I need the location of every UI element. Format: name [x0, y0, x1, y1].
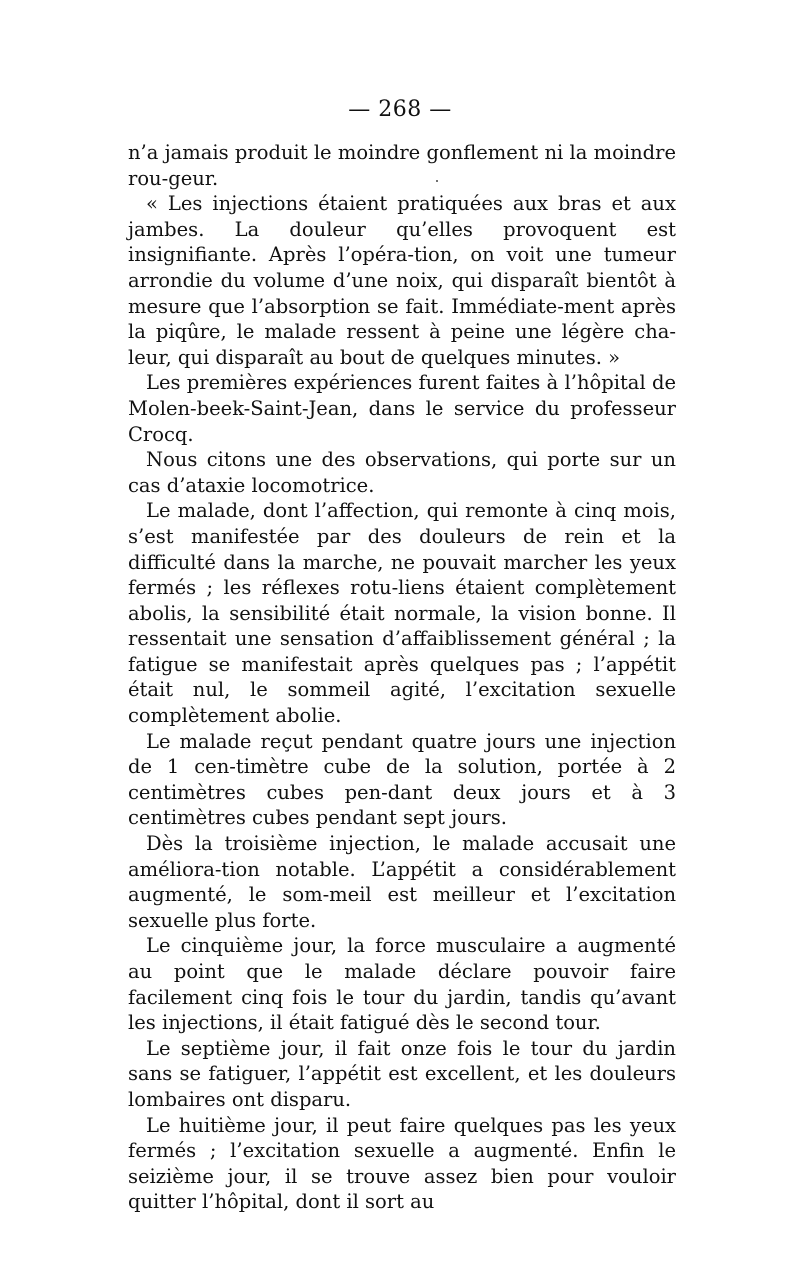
- paragraph-continuation: n’a jamais produit le moindre gonflement ni la moindre rou-geur.: [128, 141, 676, 190]
- paragraph-quote: « Les injections étaient pratiquées aux bras et aux jambes. La douleur qu’elles provoquent est insignifiante. Après l’opéra-tion, on voit une tumeur arrondie du volume d’une noix, qui disparaît bientôt à mesure que l’absorption se fait. Immédiate-ment après la piqûre, le malade ressent à peine une légère cha-leur, qui disparaît au bout de quelques minutes. »: [128, 192, 676, 369]
- paragraph-injection-dosage: Le malade reçut pendant quatre jours une injection de 1 cen-timètre cube de la solution, portée à 2 centimètres cubes pen-dant deux jours et à 3 centimètres cubes pendant sept jours.: [128, 729, 676, 830]
- paragraph-fifth-day: Le cinquième jour, la force musculaire a augmenté au point que le malade déclare pouvoir faire facilement cinq fois le tour du jardin, tandis qu’avant les injections, il était fatigué dès le second tour.: [128, 934, 676, 1035]
- paragraph-eighth-day: Le huitième jour, il peut faire quelques pas les yeux fermés ; l’excitation sexuelle a augmenté. Enfin le seizième jour, il se trouve assez bien pour vouloir quitter l’hôpital, dont il sort au: [128, 1113, 676, 1214]
- paragraph-experiments: Les premières expériences furent faites à l’hôpital de Molen-beek-Saint-Jean, dans le service du professeur Crocq.: [128, 371, 676, 446]
- body-text: [128, 140, 676, 1215]
- page-number: — 268 —: [348, 97, 452, 122]
- paragraph-observation-intro: Nous citons une des observations, qui porte sur un cas d’ataxie locomotrice.: [128, 448, 676, 497]
- paragraph-patient-condition: Le malade, dont l’affection, qui remonte à cinq mois, s’est manifestée par des douleurs de rein et la difficulté dans la marche, ne pouvait marcher les yeux fermés ; les réflexes rotu-liens étaient complètement abolis, la sensibilité était normale, la vision bonne. Il ressentait une sensation d’affaiblissement général ; la fatigue se manifestait après quelques pas ; l’appétit était nul, le sommeil agité, l’excitation sexuelle complètement abolie.: [128, 499, 676, 728]
- paragraph-third-injection: Dès la troisième injection, le malade accusait une améliora-tion notable. L’appétit a considérablement augmenté, le som-meil est meilleur et l’excitation sexuelle plus forte.: [128, 832, 676, 932]
- paragraph-seventh-day: Le septième jour, il fait onze fois le tour du jardin sans se fatiguer, l’appétit est excellent, et les douleurs lombaires ont disparu.: [128, 1036, 676, 1111]
